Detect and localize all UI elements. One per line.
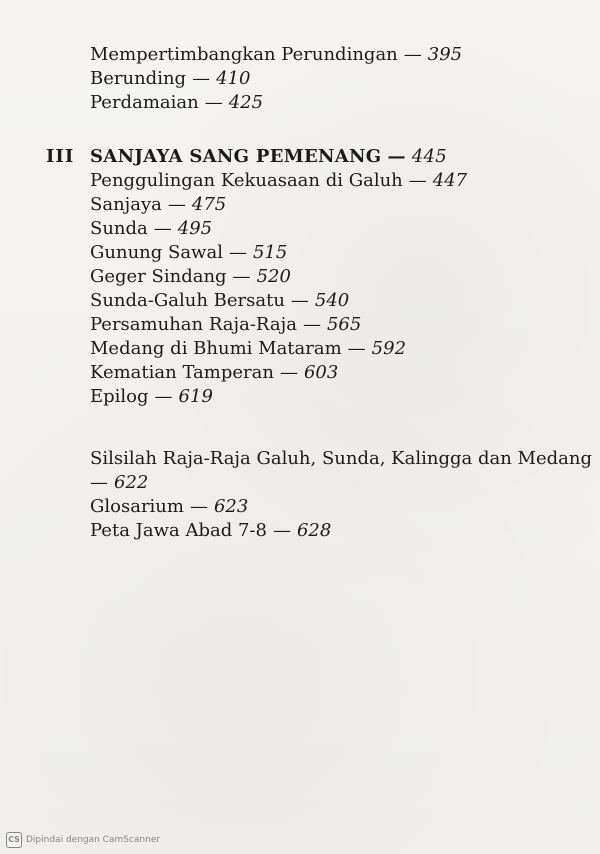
camscanner-icon-text: CS	[8, 835, 20, 844]
toc-title: Gunung Sawal	[90, 242, 223, 263]
toc-dash: —	[302, 314, 321, 335]
section-title-text: SANJAYA SANG PEMENANG	[90, 146, 382, 167]
toc-title: Epilog	[90, 386, 149, 407]
toc-page: 447	[432, 170, 468, 191]
toc-page: 603	[303, 362, 339, 383]
toc-dash: —	[154, 386, 173, 407]
toc-page: 619	[178, 386, 213, 407]
toc-entry-berunding	[90, 68, 250, 90]
toc-dash: —	[153, 218, 172, 239]
toc-page: 410	[216, 68, 251, 89]
toc-page: 623	[213, 496, 249, 517]
camscanner-icon	[6, 832, 22, 848]
toc-dash: —	[204, 92, 223, 113]
camscanner-watermark	[6, 832, 160, 848]
toc-dash: —	[232, 266, 251, 287]
section-title-page: 445	[411, 146, 448, 167]
toc-page: 628	[296, 520, 332, 541]
toc-dash: —	[189, 496, 208, 517]
toc-title: Penggulingan Kekuasaan di Galuh	[90, 170, 403, 191]
toc-entry-gunung-sawal	[90, 242, 287, 264]
toc-page: 395	[427, 44, 463, 65]
toc-title: Silsilah Raja-Raja Galuh, Sunda, Kalingga dan Medang	[90, 448, 592, 469]
toc-entry-kematian-tamperan	[90, 362, 338, 384]
toc-page: 565	[326, 314, 362, 335]
toc-dash: —	[279, 362, 298, 383]
toc-entry-medang	[90, 338, 406, 360]
toc-dash: —	[192, 68, 211, 89]
toc-entry-penggulingan	[90, 170, 467, 192]
toc-title: Kematian Tamperan	[90, 362, 274, 383]
toc-title: Sanjaya	[90, 194, 162, 215]
toc-entry-perdamaian	[90, 92, 263, 114]
toc-dash: —	[228, 242, 247, 263]
toc-dash: —	[408, 170, 427, 191]
toc-page: 425	[228, 92, 264, 113]
toc-dash: —	[272, 520, 291, 541]
toc-entry-glosarium	[90, 496, 248, 518]
section-roman-numeral: III	[46, 146, 75, 167]
section-title	[90, 146, 447, 167]
toc-entry-peta-jawa	[90, 520, 331, 542]
toc-title: Sunda-Galuh Bersatu	[90, 290, 285, 311]
toc-entry-silsilah	[90, 448, 592, 470]
camscanner-watermark-text: Dipindai dengan CamScanner	[26, 835, 161, 845]
toc-entry-epilog	[90, 386, 213, 408]
toc-entry-persamuhan	[90, 314, 361, 336]
toc-title: Mempertimbangkan Perundingan	[90, 44, 398, 65]
toc-entry-sunda	[90, 218, 212, 240]
toc-dash: —	[347, 338, 366, 359]
toc-page: 515	[252, 242, 288, 263]
toc-page: 475	[191, 194, 227, 215]
toc-page: 540	[314, 290, 350, 311]
toc-entry-mempertimbangkan-perundingan	[90, 44, 462, 66]
section-title-dash: —	[387, 146, 406, 167]
toc-page: 592	[371, 338, 407, 359]
toc-title: Sunda	[90, 218, 148, 239]
toc-dash: —	[90, 472, 108, 493]
toc-dash: —	[403, 44, 422, 65]
toc-page: 622	[114, 472, 149, 493]
toc-page: 495	[177, 218, 213, 239]
toc-title: Glosarium	[90, 496, 184, 517]
toc-title: Geger Sindang	[90, 266, 227, 287]
toc-title: Peta Jawa Abad 7-8	[90, 520, 267, 541]
toc-title: Perdamaian	[90, 92, 199, 113]
toc-entry-sunda-galuh-bersatu	[90, 290, 349, 312]
toc-entry-sanjaya	[90, 194, 226, 216]
toc-dash: —	[167, 194, 186, 215]
toc-entry-silsilah-page-line	[90, 472, 148, 494]
toc-page: 520	[256, 266, 291, 287]
toc-dash: —	[290, 290, 309, 311]
toc-entry-geger-sindang	[90, 266, 291, 288]
toc-title: Persamuhan Raja-Raja	[90, 314, 297, 335]
toc-title: Berunding	[90, 68, 187, 89]
toc-title: Medang di Bhumi Mataram	[90, 338, 342, 359]
